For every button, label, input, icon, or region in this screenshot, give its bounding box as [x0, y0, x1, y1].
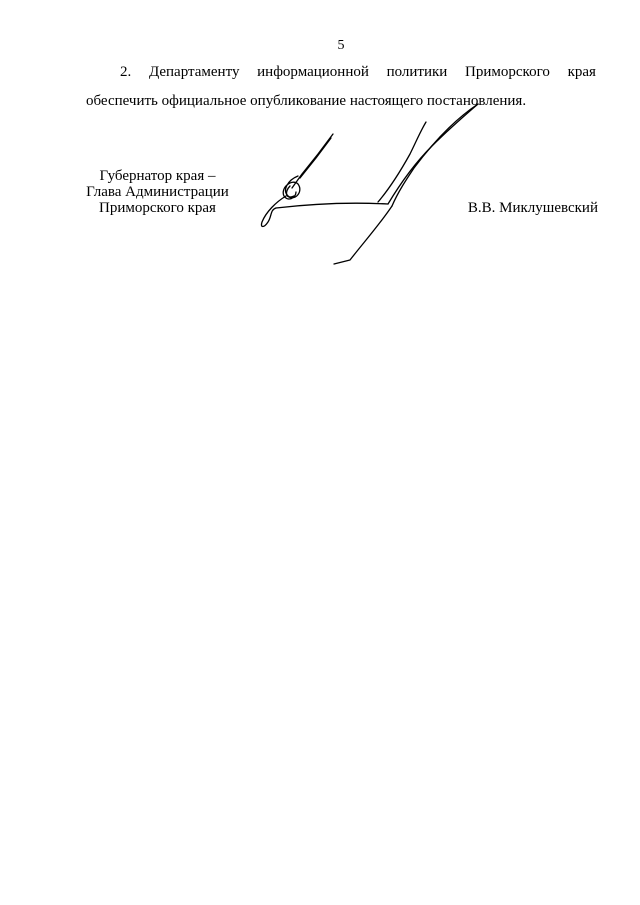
signer-title	[70, 168, 245, 216]
paragraph-word: политики	[386, 64, 448, 80]
handwritten-signature-icon	[240, 92, 520, 272]
page-number: 5	[337, 38, 345, 53]
paragraph-word: Департаменту	[148, 64, 240, 80]
item-number: 2.	[120, 64, 132, 80]
paragraph-line-1	[86, 58, 596, 87]
paragraph-word: края	[567, 64, 596, 80]
paragraph-line-2: обеспечить официальное опубликование настоящего постановления.	[86, 93, 527, 109]
signer-title-line: Губернатор края –	[99, 168, 216, 184]
signer-title-line: Глава Администрации	[86, 184, 229, 200]
paragraph-word: Приморского	[465, 64, 550, 80]
paragraph-word: информационной	[257, 64, 369, 80]
signer-name: В.В. Миклушевский	[467, 200, 598, 216]
signer-title-line: Приморского края	[99, 200, 216, 216]
